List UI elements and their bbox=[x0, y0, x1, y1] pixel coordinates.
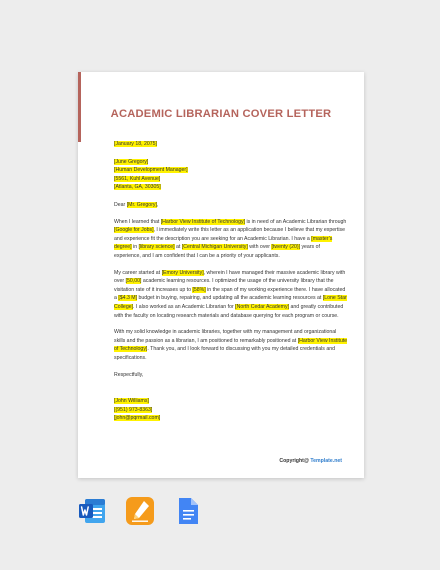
recipient-city: [Atlanta, GA, 30305] bbox=[114, 184, 161, 191]
apple-pages-icon[interactable] bbox=[125, 496, 155, 526]
paragraph-1: When I learned that [Harbor View Institute of Technology] is in need of an Academic Librarian through [Google for Jobs], I immediately write this letter as an application because I believe that my expertise and experience fit the description you are seeking for an Academic Librarian. I have a [master’s degree] in [library science] at [Central Michigan University] with over [twenty (20)] years of experience, and I am confident that I can be a priority of your applicants. bbox=[114, 218, 347, 259]
sender-email: [john@pqrmail.com] bbox=[114, 415, 161, 422]
paragraph-3: With my solid knowledge in academic libraries, together with my management and organizational skills and the passion as a librarian, I am positioned to remarkably positioned at [Harbor View Institute of Technology]. Thank you, and I look forward to discussing with you my detailed credentials and specifications. bbox=[114, 329, 348, 361]
copyright-footer: Copyright@ Template.net bbox=[279, 458, 342, 464]
letter-body bbox=[114, 140, 348, 423]
template-link[interactable]: Template.net bbox=[310, 458, 342, 464]
sender-signature bbox=[114, 397, 348, 423]
recipient-name: [June Gregory] bbox=[114, 158, 149, 165]
closing: Respectfully, bbox=[114, 372, 144, 379]
app-icons-row bbox=[77, 496, 203, 526]
sender-phone: [(951) 973-8363] bbox=[114, 406, 153, 413]
recipient-position: [Human Development Manager] bbox=[114, 167, 188, 174]
salutation-name: [Mr. Gregory] bbox=[126, 201, 157, 208]
recipient-address bbox=[114, 158, 348, 192]
google-docs-icon[interactable] bbox=[173, 496, 203, 526]
accent-bar bbox=[78, 72, 81, 142]
document-title: ACADEMIC LIBRARIAN COVER LETTER bbox=[110, 108, 332, 120]
paragraph-2: My career started at [Emory University], wherein I have managed their massive academic library with over [50,00] academic learning resources. I optimized the usage of the university library that the visitation rate of it increases up to [58%] in the span of my working experience there. I have allocated a [$4.3 M] budget in buying, repairing, and updating all the academic learning resources at [Lone Star College]. I also worked as an Academic Librarian for [North Cedar Academy] and greatly contributed with the faculty on locating research materials and database querying for each program or course. bbox=[114, 269, 347, 319]
salutation: Dear [Mr. Gregory], bbox=[114, 201, 159, 208]
microsoft-word-icon[interactable] bbox=[77, 496, 107, 526]
letter-page bbox=[78, 72, 364, 478]
sender-name: [John Williams] bbox=[114, 398, 149, 405]
recipient-street: [5561, Kuhl Avenue] bbox=[114, 175, 161, 182]
letter-date: [January 18, 2075] bbox=[114, 141, 157, 147]
